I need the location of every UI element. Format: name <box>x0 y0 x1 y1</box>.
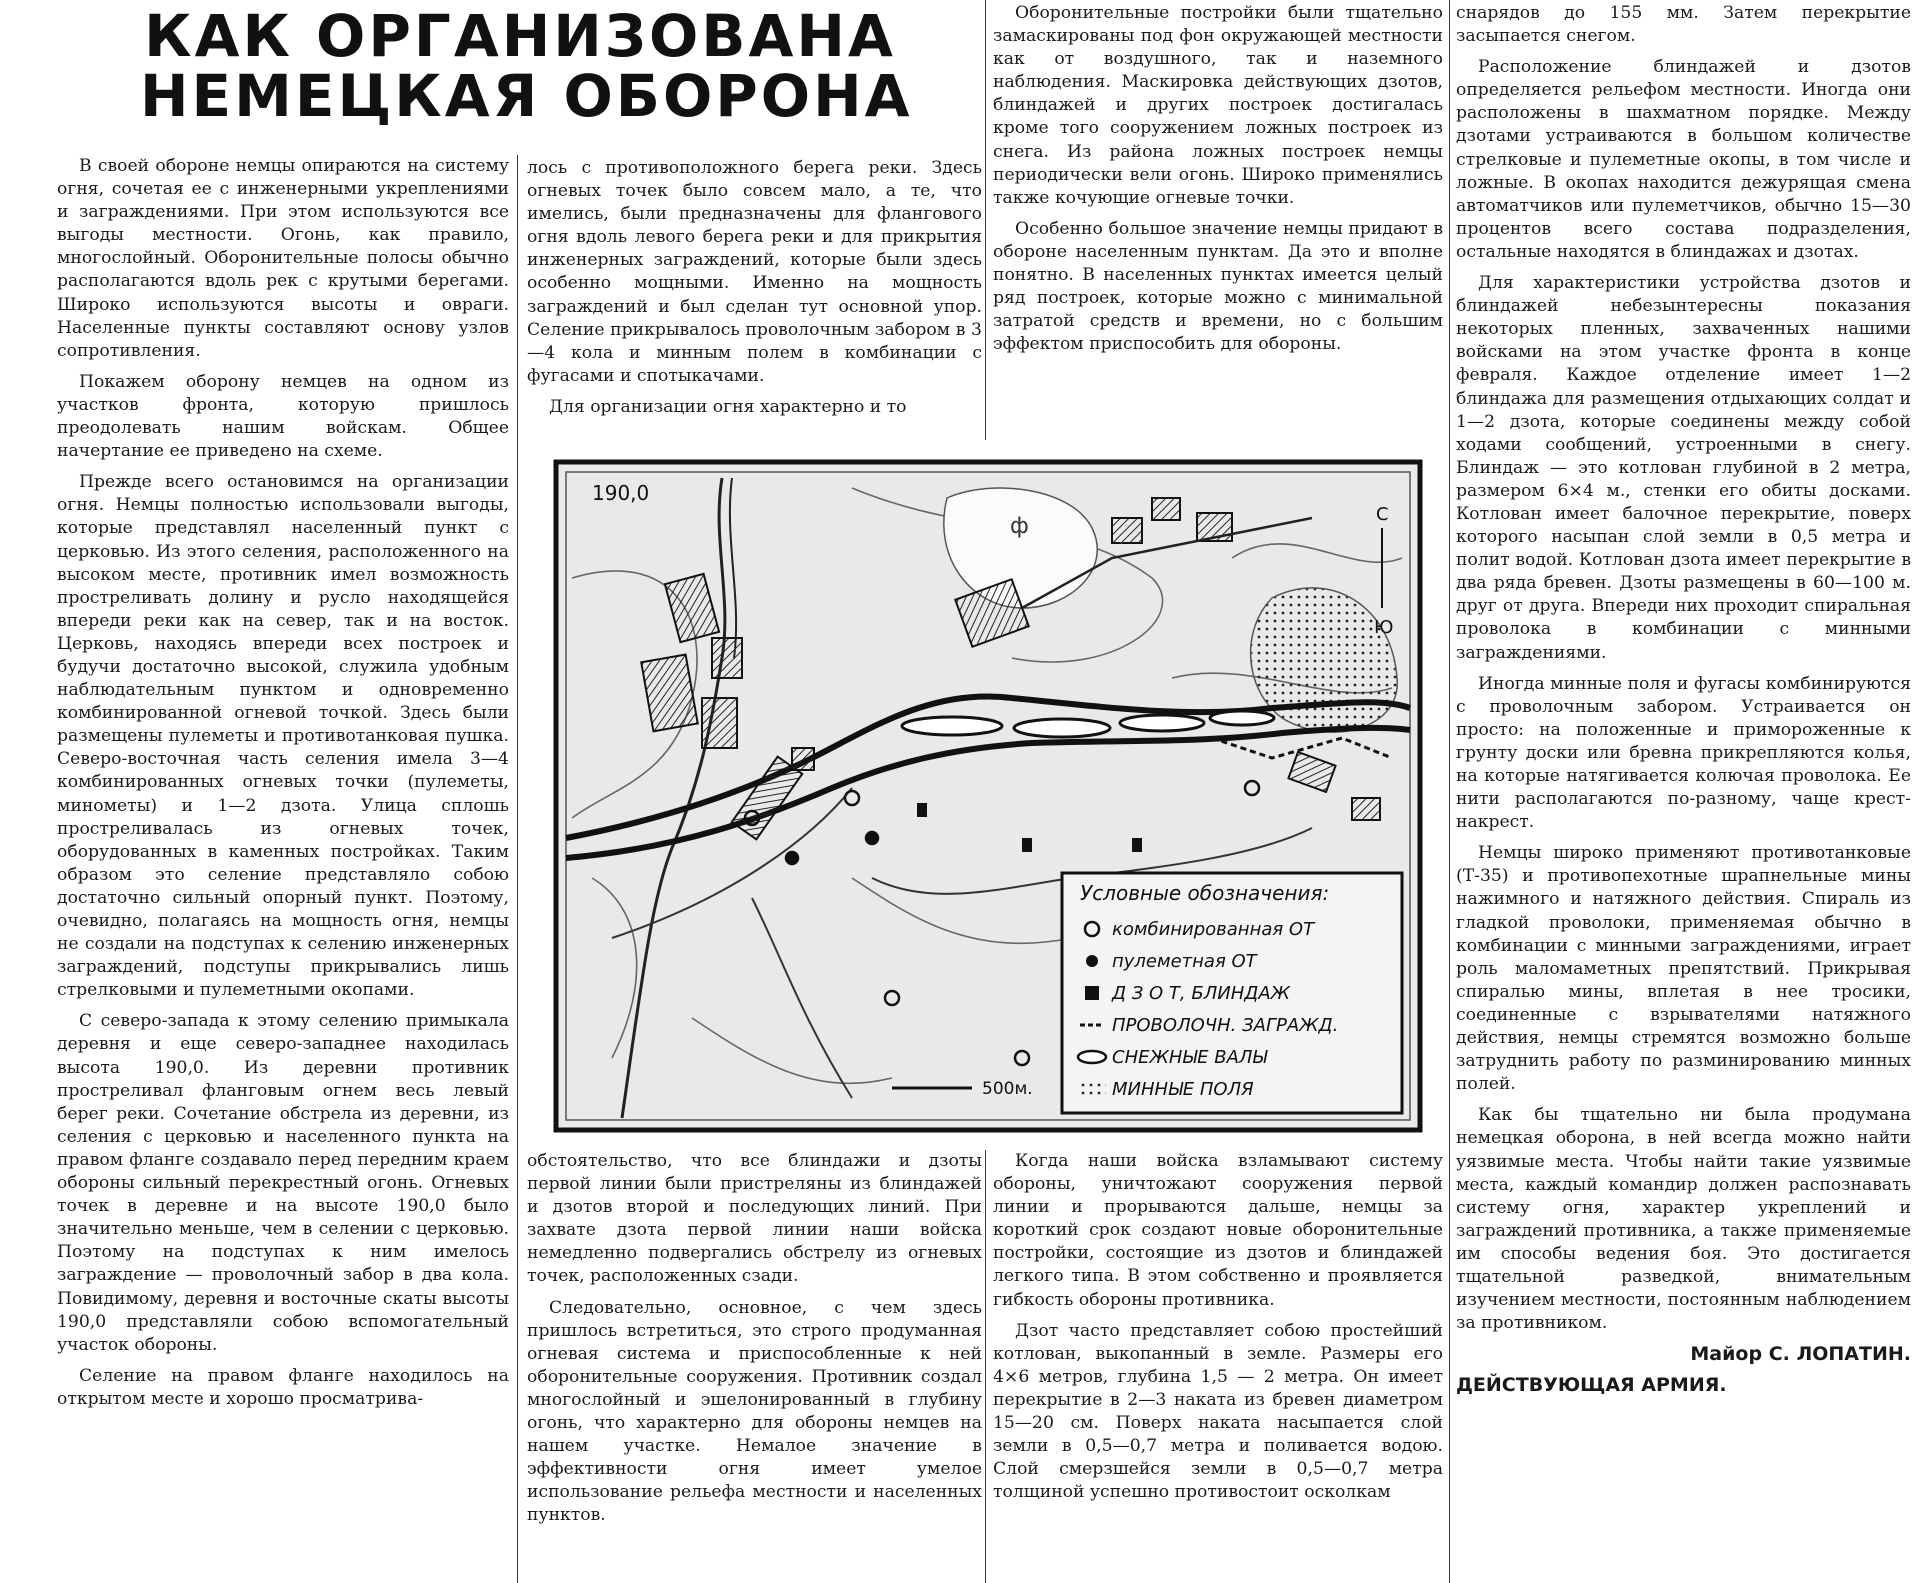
legend-item-snow-ramparts: СНЕЖНЫЕ ВАЛЫ <box>1112 1047 1268 1068</box>
legend-item-combined-fp: комбинированная ОТ <box>1112 919 1315 940</box>
headline-line-1: КАК ОРГАНИЗОВАНА <box>144 2 896 70</box>
paragraph: Немцы широко применяют противотанковые (Т-35) и противопехотные шрапнельные мины нажимного и натяжного действия. Спираль из гладкой проволоки, применяемая обычно в комбинации с минными заграждениями, играет роль маломаметных препятствий. Прикрывая спиралью мины, вплетая в нее тросики, соединенные с взрывателями натяжного действия, немцы стремятся возможно больше затруднить работу по разминированию минных полей. <box>1456 843 1911 1095</box>
paragraph: Иногда минные поля и фугасы комбинируются с проволочным забором. Устраивается он просто: на положенные и примороженные к грунту доски или бревна прикрепляются колья, на которые натягивается колючая проволока. Ее нити располагаются по-разному, чаще крест-накрест. <box>1456 673 1911 833</box>
compass-north: С <box>1376 504 1389 525</box>
legend-title: Условные обозначения: <box>1080 881 1330 905</box>
paragraph: Для организации огня характерно и то <box>549 396 907 417</box>
paragraph: Когда наши войска взламывают систему обороны, уничтожают сооружения первой линии и прорываются дальше, немцы за короткий срок создают новые оборонительные постройки, состоящие из дзотов и блиндажей легкого типа. В этом собственно и проявляется гибкость обороны противника. <box>993 1151 1443 1310</box>
paragraph: Дзот часто представляет собою простейший котлован, выкопанный в земле. Размеры его 4×6 метров, глубина 1,5 — 2 метра. Он имеет перекрытие в 2—3 наката из бревен диаметром 15—20 см. Поверх наката насыпается слой земли в 0,5—0,7 метра и поливается водою. Слой смерзшейся земли в 0,5—0,7 метра толщиной успешно противостоит осколкам <box>993 1320 1443 1503</box>
headline <box>140 2 913 130</box>
paragraph: Следовательно, основное, с чем здесь пришлось встретиться, это строго продуманная огневая система и приспособленные к ней оборонительные сооружения. Противник создал многослойный и эшелонированный в глубину огонь, что характерно для обороны немцев на нашем участке. Немалое значение в эффективности огня имеет умелое использование рельефа местности и населенных пунктов. <box>527 1297 982 1526</box>
paragraph: Расположение блиндажей и дзотов определяется рельефом местности. Иногда они расположены в шахматном порядке. Между дзотами устраиваются в большом количестве стрелковые и пулеметные окопы, в том числе и ложные. В окопах находится дежурящая смена автоматчиков или пулеметчиков, обычно 15—30 процентов всего состава подразделения, остальные находятся в блиндажах и дзотах. <box>1456 57 1911 262</box>
map-legend <box>1062 873 1402 1113</box>
column-divider-4 <box>985 1150 986 1583</box>
paragraph: Особенно большое значение немцы придают в обороне населенным пунктам. Да это и вполне понятно. В населенных пунктах имеется целый ряд построек, которые можно с минимальной затратой средств и времени, но с большим эффектом приспособить для обороны. <box>993 218 1443 355</box>
paragraph: С северо-запада к этому селению примыкала деревня и еще северо-западнее находилась высота 190,0. Из деревни противник простреливал фланговым огнем весь левый берег реки. Сочетание обстрела из деревни, из селения с церковью и населенного пункта на правом фланге создавало перед передним краем обороны сильный перекрестный огонь. Огневых точек в деревне и на высоте 190,0 было значительно меньше, чем в селении с церковью. Поэтому на подступах к ним имелось заграждение — проволочный забор в два кола. Повидимому, деревня и восточные скаты высоты 190,0 представляли собою вспомогательный участок обороны. <box>57 1011 509 1355</box>
paragraph: Для характеристики устройства дзотов и блиндажей небезынтересны показания некоторых пленных, захваченных нашими войсками на этом участке фронта в конце февраля. Каждое отделение имеет 1—2 блиндажа для размещения отдыхающих солдат и 1—2 дзота, которые соединены между собой ходами сообщений, устроенными в снегу. Блиндаж — это котлован глубиной в 2 метра, размером 6×4 м., стенки его обиты досками. Котлован имеет балочное перекрытие, поверх которого насыпан слой земли в 0,5 метра и полит водой. Котлован дзота имеет перекрытие в два ряда бревен. Дзоты размещены в 60—100 м. друг от друга. Впереди них проходит спиральная проволока в комбинации с минными заграждениями. <box>1456 273 1911 663</box>
headline-line-2: НЕМЕЦКАЯ ОБОРОНА <box>140 62 913 130</box>
compass-south: Ю <box>1374 617 1394 638</box>
paragraph: обстоятельство, что все блиндажи и дзоты первой линии были пристреляны из блиндажей и дзотов второй и последующих линий. При захвате дзота первой линии наши войска немедленно подвергались обстрелу из огневых точек, расположенных сзади. <box>527 1151 982 1287</box>
paragraph: Оборонительные постройки были тщательно замаскированы под фон окружающей местности как от воздушного, так и наземного наблюдения. Маскировка действующих дзотов, блиндажей и других построек достигалась кроме того сооружением ложных построек из снега. Из района ложных построек немцы периодически вели огонь. Широко применялись также кочующие огневые точки. <box>993 3 1443 208</box>
paragraph: снарядов до 155 мм. Затем перекрытие засыпается снегом. <box>1456 3 1911 47</box>
scale-label: 500м. <box>982 1079 1033 1099</box>
paragraph: В своей обороне немцы опираются на систему огня, сочетая ее с инженерными укреплениями и заграждениями. При этом используются все выгоды местности. Огонь, как правило, многослойный. Оборонительные полосы обычно располагаются вдоль рек с крутыми берегами. Широко используются высоты и овраги. Населенные пункты составляют основу узлов сопротивления. <box>57 156 509 361</box>
paragraph: Прежде всего остановимся на организации огня. Немцы полностью использовали выгоды, которые представлял населенный пункт с церковью. Из этого селения, расположенного на высоком месте, противник имел возможность простреливать долину и русло находящейся впереди реки как на север, так и на восток. Церковь, находясь впереди всех построек и будучи достаточно высокой, служила удобным наблюдательным пунктом и одновременно комбинированной огневой точкой. Здесь были размещены пулеметы и противотанковая пушка. Северо-восточная часть селения имела 3—4 комбинированных огневых точки (пулеметы, минометы) и 1—2 дзота. Улица сплошь простреливалась из огневых точек, оборудованных в каменных постройках. Таким образом это селение представляло собою достаточно сильный опорный пункт. Поэтому, очевидно, полагаясь на мощность огня, немцы не создали на подступах к селению инженерных заграждений, подступы прикрывались лишь стрелковыми и пулеметными окопами. <box>57 472 509 1001</box>
height-label: 190,0 <box>592 481 650 505</box>
paragraph: Покажем оборону немцев на одном из участков фронта, которую пришлось преодолевать нашим войскам. Общее начертание ее приведено на схеме. <box>57 371 509 462</box>
legend-item-mg-fp: пулеметная ОТ <box>1112 951 1257 972</box>
paragraph: лось с противоположного берега реки. Здесь огневых точек было совсем мало, а те, что имелись, были предназначены для флангового огня вдоль левого берега реки и для прикрытия инженерных заграждений, которые были здесь особенно мощными. Именно на мощность заграждений и был сделан тут основной упор. Селение прикрывалось проволочным забором в 3—4 кола и минным полем в комбинации с фугасами и спотыкачами. <box>527 158 982 386</box>
dateline: ДЕЙСТВУЮЩАЯ АРМИЯ. <box>1456 1374 1727 1397</box>
legend-item-minefields: МИННЫЕ ПОЛЯ <box>1112 1079 1254 1100</box>
article-column-2-top <box>527 157 982 457</box>
article-column-2-bottom <box>527 1150 982 1583</box>
column-divider-2 <box>985 0 986 440</box>
paragraph: Селение на правом фланге находилось на открытом месте и хорошо просматрива- <box>57 1365 509 1409</box>
author-signature: Майор С. ЛОПАТИН. <box>1690 1343 1911 1366</box>
article-column-3-top <box>993 2 1443 430</box>
article-column-4 <box>1456 2 1911 1583</box>
legend-item-wire: ПРОВОЛОЧН. ЗАГРАЖД. <box>1112 1015 1339 1036</box>
svg-text:ф: ф <box>1010 514 1029 539</box>
column-divider-3 <box>1449 0 1450 1583</box>
article-column-3-bottom <box>993 1150 1443 1583</box>
defense-scheme-map <box>552 458 1424 1134</box>
legend-item-dzot: Д З О Т, БЛИНДАЖ <box>1112 983 1291 1004</box>
column-divider-1 <box>517 155 518 1583</box>
paragraph: Как бы тщательно ни была продумана немецкая оборона, в ней всегда можно найти уязвимые места. Чтобы найти такие уязвимые места, каждый командир должен распознавать систему огня, характер укреплений и заграждений противника, а также применяемые им способы ведения боя. Это достигается тщательной разведкой, внимательным изучением местности, постоянным наблюдением за противником. <box>1456 1105 1911 1334</box>
article-column-1 <box>57 155 509 1583</box>
